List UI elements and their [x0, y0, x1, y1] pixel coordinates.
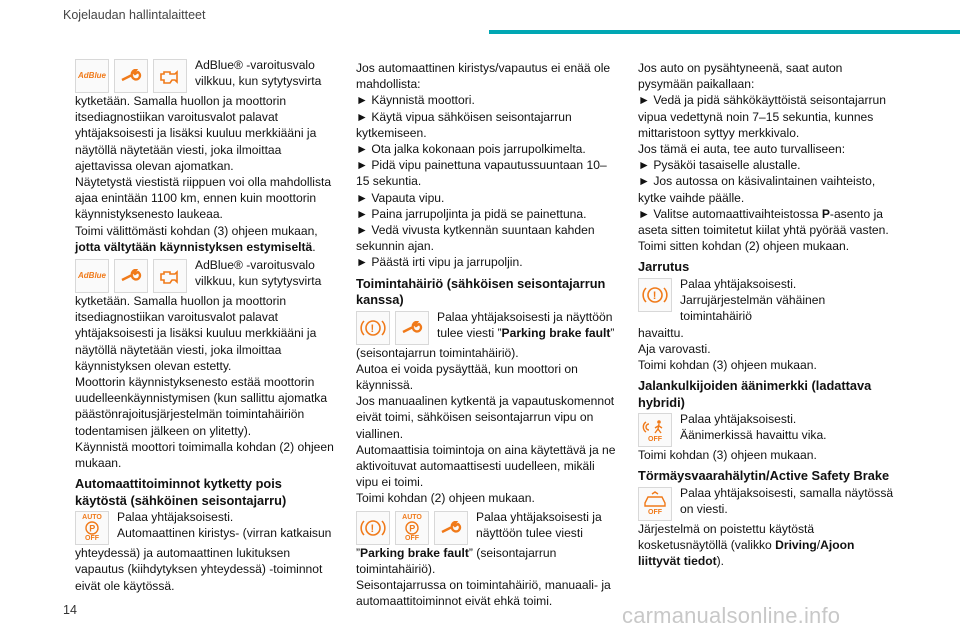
header-accent-bar [489, 30, 960, 34]
parkbrake-intro: Jos automaattinen kiristys/vapautus ei enää ole mahdollista: [356, 61, 611, 92]
column-1 [75, 57, 337, 594]
brake-warning-icon [638, 278, 672, 312]
icon-group [638, 278, 672, 312]
brakes-first: Palaa yhtäjaksoisesti. [680, 276, 797, 291]
step-1: ► Käynnistä moottori. [356, 93, 475, 108]
pedestrian-first: Palaa yhtäjaksoisesti. [680, 412, 797, 427]
pedestrian-sound-off-icon: OFF [638, 413, 672, 447]
column-2 [356, 60, 618, 609]
auto-off-block [75, 509, 337, 545]
svg-text:!: ! [652, 289, 657, 302]
immobilize-step-6: Toimi sitten kohdan (2) ohjeen mukaan. [638, 239, 850, 254]
step-6: ► Paina jarrupoljinta ja pidä se painettuna. [356, 206, 587, 221]
fault-1-text: (seisontajarrun toimintahäiriö). [356, 345, 519, 360]
aeb-first: Palaa yhtäjaksoisesti, samalla näytössä on viesti. [680, 485, 894, 517]
heading-auto-functions: Automaattitoiminnot kytketty pois käytöstä (sähköinen seisontajarru) [75, 476, 287, 508]
icon-group [75, 59, 187, 93]
adblue-1-text: kytketään. Samalla huollon ja moottorin itsediagnostiikan varoitusvalot palavat yhtäjaksoisesti ja lisäksi kuuluu merkkiääni ja näytöllä näytetään viesti, joka ilmoittaa ajettavissa olevan ajomatkan. [75, 94, 317, 173]
adblue-1-text2: Näytetystä viestistä riippuen voi olla mahdollista ajaa enintään 1100 km, ennen kuin moottorin käynnistyksenesto laukeaa. [75, 175, 332, 222]
adblue-icon: AdBlue [75, 59, 109, 93]
wrench-icon [434, 511, 468, 545]
heading-active-safety-brake: Törmäysvaarahälytin/Active Safety Brake [638, 468, 890, 484]
wrench-icon [114, 259, 148, 293]
step-5: ► Vapauta vipu. [356, 190, 445, 205]
pedestrian-text: Toimi kohdan (3) ohjeen mukaan. [638, 448, 817, 463]
collision-alert-off-icon: OFF [638, 487, 672, 521]
fault-block-1 [356, 309, 618, 345]
pedestrian-block [638, 411, 900, 447]
fault-1-text4: Automaattisia toimintoja on aina käytettävä ja ne aktivoituvat automaattisesti uudelleen, mikäli vipu ei toimi. [356, 442, 616, 490]
auto-second: Automaattinen kiristys- (virran katkaisun [117, 526, 332, 541]
aeb-block [638, 485, 900, 521]
watermark: carmanualsonline.info [622, 603, 841, 628]
pedestrian-second: Äänimerkissä havaittu vika. [680, 428, 827, 443]
brakes-text2: Aja varovasti. [638, 341, 711, 356]
adblue-icon: AdBlue [75, 259, 109, 293]
adblue-2-text: kytketään. Samalla huollon ja moottorin itsediagnostiikan varoitusvalot palavat yhtäjaksoisesti ja lisäksi kuuluu merkkiääni ja näytöllä näytetään viesti, joka ilmoittaa käynnistyksen olevan estetty. [75, 294, 317, 373]
icon-group [356, 311, 429, 345]
step-2: ► Käytä vipua sähköisen seisontajarrun kytkemiseen. [356, 109, 572, 140]
engine-icon [153, 59, 187, 93]
adblue-1-first: AdBlue® -varoitusvalo vilkkuu, kun sytytysvirta [195, 58, 322, 89]
step-8: ► Päästä irti vipu ja jarrupoljin. [356, 255, 523, 270]
brakes-second: Jarrujärjestelmän vähäinen toimintahäiriö [680, 293, 826, 324]
fault-1-first: Palaa yhtäjaksoisesti ja näyttöön tulee viesti ”Parking brake fault” [437, 309, 615, 340]
wrench-icon [395, 311, 429, 345]
adblue-block-1 [75, 57, 337, 93]
immobilize-step-1: ► Vedä ja pidä sähkökäyttöistä seisontajarrun vipua vedettynä noin 7–15 sekuntia, kunnes mittaristoon syttyy merkkivalo. [638, 93, 886, 140]
svg-text:P: P [409, 523, 416, 534]
immobilize-intro: Jos auto on pysähtyneenä, saat auton pysymään paikallaan: [638, 61, 843, 92]
step-7: ► Vedä vivusta kytkennän suuntaan kahden sekunnin ajan. [356, 223, 595, 254]
step-3: ► Ota jalka kokonaan pois jarrupolkimelta. [356, 142, 586, 157]
fault-block-2 [356, 509, 618, 545]
brakes-text3: Toimi kohdan (3) ohjeen mukaan. [638, 357, 817, 372]
heading-fault: Toimintahäiriö (sähköisen seisontajarrun kanssa) [356, 275, 606, 308]
parking-brake-fault-icon [356, 511, 390, 545]
step-4: ► Pidä vipu painettuna vapautussuuntaan 10–15 sekuntia. [356, 158, 607, 189]
page-number: 14 [63, 603, 77, 617]
icon-group [75, 511, 109, 545]
auto-p-off-icon: AUTO P OFF [395, 511, 429, 545]
immobilize-step-3: ► Pysäköi tasaiselle alustalle. [638, 158, 801, 173]
engine-icon [153, 259, 187, 293]
auto-p-off-icon: AUTO P OFF [75, 511, 109, 545]
brakes-text: havaittu. [638, 325, 684, 340]
fault-1-text5: Toimi kohdan (2) ohjeen mukaan. [356, 491, 535, 506]
aeb-text: Järjestelmä on poistettu käytöstä kosketusnäytöllä (valikko Driving/Ajoon liittyvät tiedot). [638, 521, 855, 569]
fault-2-text2: Seisontajarrussa on toimintahäiriö, manuaali- ja automaattitoiminnot eivät ehkä toimi. [356, 578, 611, 609]
svg-text:P: P [89, 523, 96, 534]
immobilize-step-2: Jos tämä ei auta, tee auto turvalliseen: [638, 142, 846, 157]
immobilize-step-4: ► Jos autossa on käsivalintainen vaihteisto, kytke vaihde päälle. [638, 174, 876, 205]
auto-text: yhteydessä) ja automaattinen lukituksen vapautus (kiihdytyksen yhteydessä) -toiminnot eivät ole käytössä. [75, 546, 323, 593]
wrench-icon [114, 59, 148, 93]
adblue-1-text3: Toimi välittömästi kohdan (3) ohjeen mukaan, jotta vältytään käynnistyksen estymiseltä. [75, 223, 318, 254]
auto-first: Palaa yhtäjaksoisesti. [117, 510, 234, 525]
icon-group [75, 259, 187, 293]
fault-2-text: ”Parking brake fault” (seisontajarrun toimintahäiriö). [356, 545, 557, 576]
adblue-2-text3: Käynnistä moottori toimimalla kohdan (2) ohjeen mukaan. [75, 439, 334, 471]
parking-brake-fault-icon [356, 311, 390, 345]
adblue-2-first: AdBlue® -varoitusvalo vilkkuu, kun sytytysvirta [195, 258, 322, 289]
heading-pedestrian-alert: Jalankulkijoiden äänimerkki (ladattava hybridi) [638, 378, 872, 410]
heading-brakes: Jarrutus [638, 259, 690, 275]
icon-group [638, 487, 672, 521]
brakes-block [638, 276, 900, 325]
icon-group [356, 511, 468, 545]
adblue-block-2 [75, 257, 337, 293]
fault-1-text2: Autoa ei voida pysäyttää, kun moottori on käynnissä. [356, 361, 578, 393]
adblue-2-text2: Moottorin käynnistyksenesto estää moottorin uudelleenkäynnistymisen (kun sallittu ajomatka päästönrajoitusjärjestelmän toimintahäiriön todentamisen jälkeen on ylitetty). [75, 375, 328, 438]
fault-2-first: Palaa yhtäjaksoisesti ja näyttöön tulee viesti [476, 509, 602, 540]
column-3 [638, 60, 900, 569]
svg-text:!: ! [370, 522, 375, 535]
svg-text:!: ! [370, 322, 375, 335]
icon-group [638, 413, 672, 447]
fault-1-text3: Jos manuaalinen kytkentä ja vapautuskomennot eivät toimi, sähköisen seisontajarrun vipu on viallinen. [356, 394, 615, 441]
page-header-title: Kojelaudan hallintalaitteet [63, 8, 206, 22]
immobilize-step-5: ► Valitse automaattivaihteistossa P-asento ja aseta sitten toimitetut kiilat yhtä pyörää vasten. [638, 206, 889, 238]
